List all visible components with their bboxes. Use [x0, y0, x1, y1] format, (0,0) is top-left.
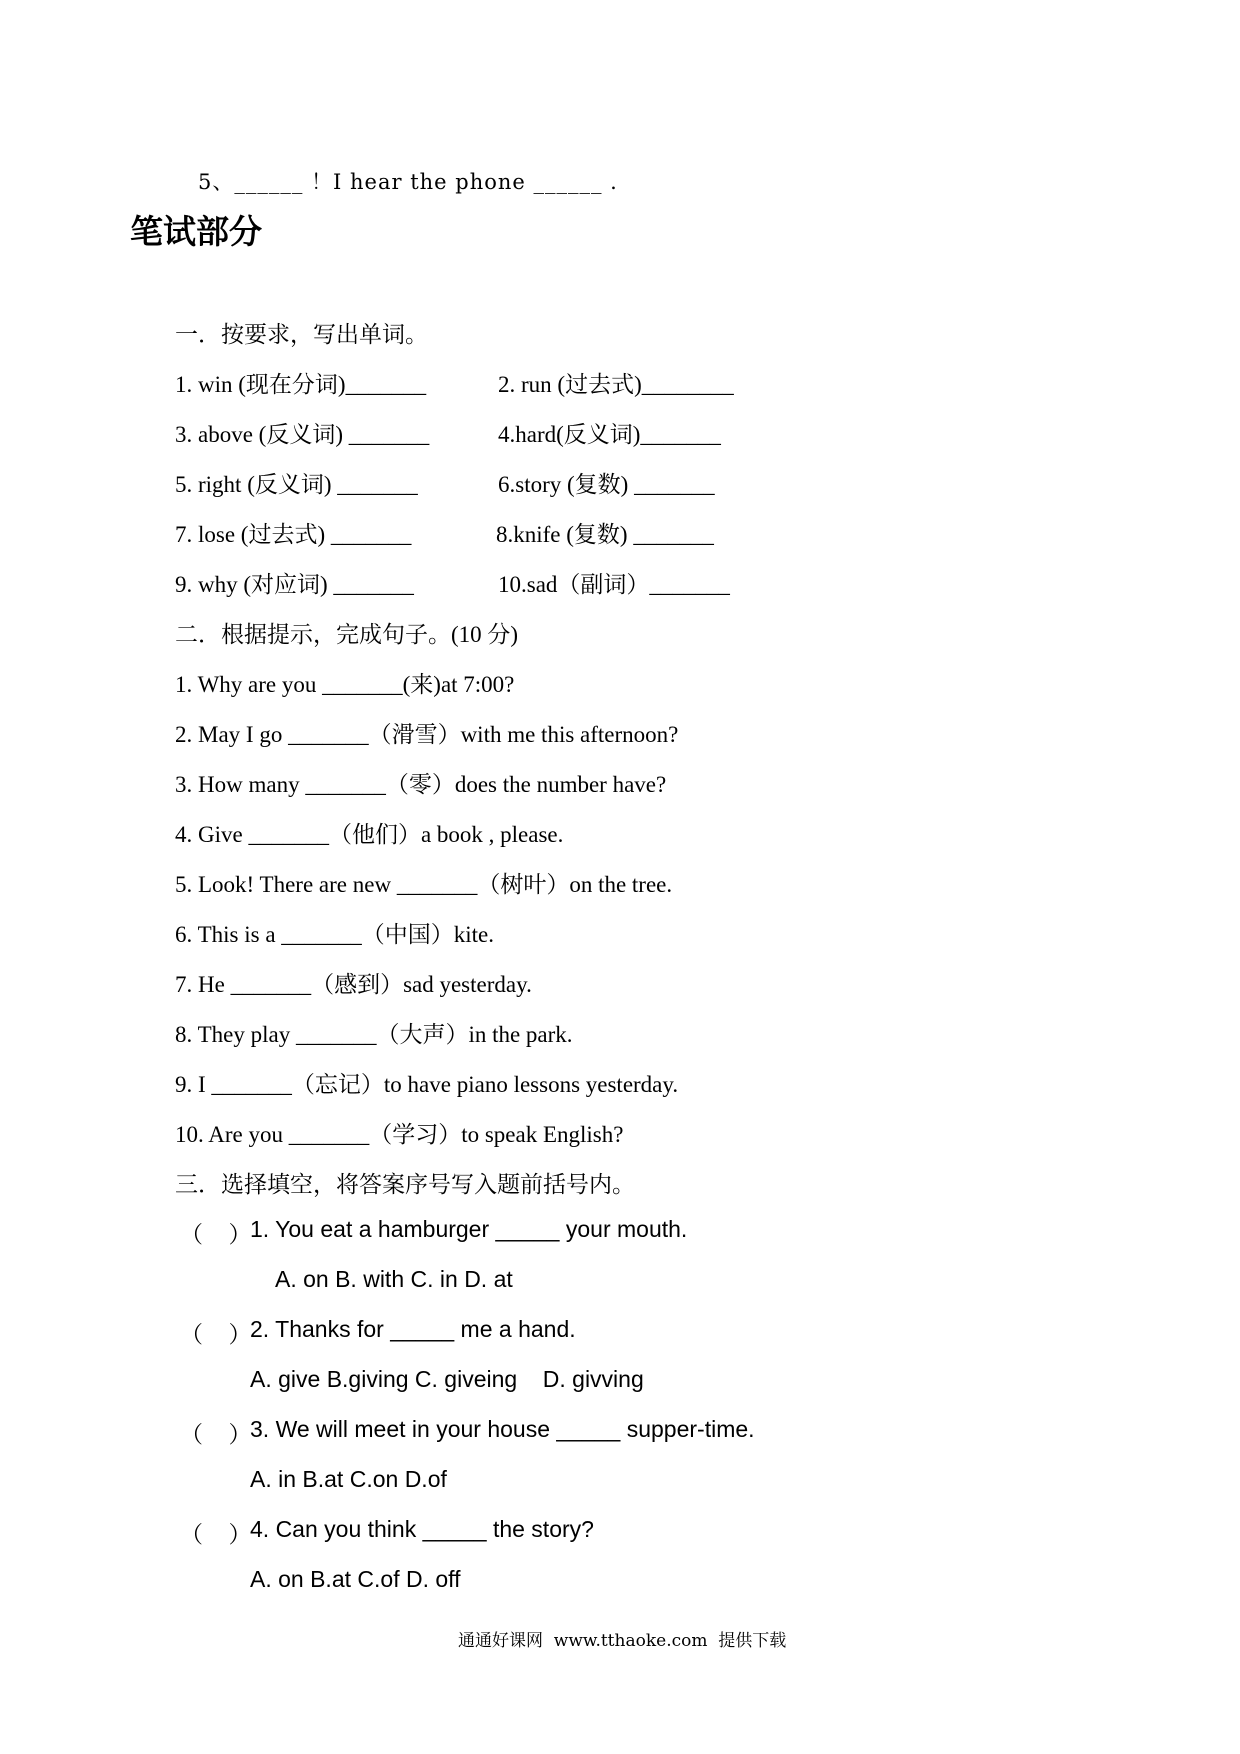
written-section-title: 笔试部分: [130, 212, 262, 251]
section1-item-left: 5. right (反义词) _______: [175, 472, 418, 497]
page-footer: 通通好课网 www.tthaoke.com 提供下载: [458, 1631, 787, 1651]
section2-item: 8. They play _______（大声）in the park.: [175, 1022, 573, 1047]
section2-title: 二．根据提示，完成句子。(10 分): [175, 622, 519, 647]
answer-parentheses: （ ）: [180, 1221, 252, 1247]
choice-question: 1. You eat a hamburger _____ your mouth.: [250, 1216, 688, 1242]
section1-item-left: 9. why (对应词) _______: [175, 572, 414, 597]
section2-item: 6. This is a _______（中国）kite.: [175, 922, 495, 947]
section2-item: 3. How many _______（零）does the number have?: [175, 772, 667, 797]
section1-item-right: 8.knife (复数) _______: [496, 522, 714, 547]
section1-title: 一．按要求，写出单词。: [175, 322, 428, 347]
choice-options: A. on B. with C. in D. at: [275, 1266, 513, 1292]
section1-item-right: 10.sad（副词）_______: [498, 572, 730, 597]
choice-options: A. in B.at C.on D.of: [250, 1466, 447, 1492]
choice-question: 4. Can you think _____ the story?: [250, 1516, 594, 1542]
choice-question: 2. Thanks for _____ me a hand.: [250, 1316, 576, 1342]
choice-options: A. on B.at C.of D. off: [250, 1566, 461, 1592]
section1-item-left: 3. above (反义词) _______: [175, 422, 430, 447]
listening-question-5: 5、______ ！I hear the phone ______ .: [198, 170, 618, 194]
section1-item-right: 6.story (复数) _______: [498, 472, 715, 497]
section2-item: 1. Why are you _______(来)at 7:00?: [175, 672, 515, 697]
section2-item: 2. May I go _______（滑雪）with me this afternoon?: [175, 722, 679, 747]
section2-item: 4. Give _______（他们）a book , please.: [175, 822, 564, 847]
choice-options: A. give B.giving C. giveing D. givving: [250, 1366, 644, 1392]
section1-item-right: 2. run (过去式)________: [498, 372, 734, 397]
section2-item: 5. Look! There are new _______（树叶）on the tree.: [175, 872, 673, 897]
answer-parentheses: （ ）: [180, 1321, 252, 1347]
section2-item: 7. He _______（感到）sad yesterday.: [175, 972, 532, 997]
section1-item-right: 4.hard(反义词)_______: [498, 422, 721, 447]
section3-title: 三．选择填空，将答案序号写入题前括号内。: [175, 1172, 635, 1197]
section2-item: 10. Are you _______（学习）to speak English?: [175, 1122, 624, 1147]
section2-item: 9. I _______（忘记）to have piano lessons yesterday.: [175, 1072, 679, 1097]
answer-parentheses: （ ）: [180, 1521, 252, 1547]
answer-parentheses: （ ）: [180, 1421, 252, 1447]
choice-question: 3. We will meet in your house _____ supper-time.: [250, 1416, 755, 1442]
section1-item-left: 7. lose (过去式) _______: [175, 522, 412, 547]
section1-item-left: 1. win (现在分词)_______: [175, 372, 427, 397]
